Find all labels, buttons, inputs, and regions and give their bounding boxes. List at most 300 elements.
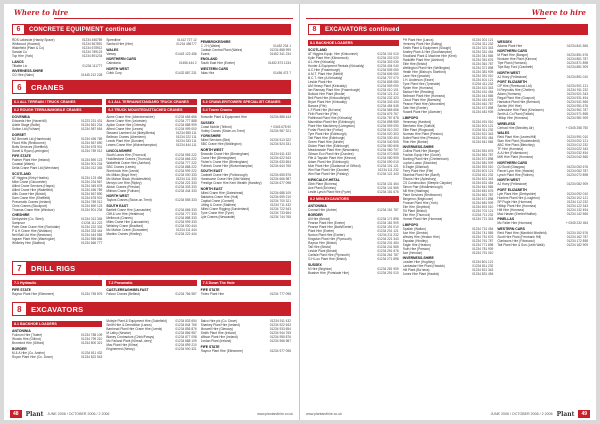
phone-number: 01234 707 070 <box>377 76 399 80</box>
company-listing <box>12 149 102 153</box>
region-heading: BORDER <box>308 213 323 217</box>
phone-number: 01234 777 098 <box>269 292 291 296</box>
section-number: 7 <box>12 261 27 275</box>
phone-number: 01234 871 898 <box>566 61 589 65</box>
phone-number: 01234 766 987 <box>175 292 197 296</box>
company-name: ABC Hire Plant (Bletchley) <box>497 143 535 147</box>
company-listing <box>106 42 196 46</box>
region-heading: YORKSHIRE <box>200 134 221 138</box>
company-name: Aylton Crane Hire (Grimsby) <box>106 123 147 127</box>
phone-number: 01234 700 321 <box>269 198 291 203</box>
phone-number: 01234 331 454 <box>472 50 494 54</box>
region-heading: WESSEX <box>497 39 512 44</box>
company-name: Cloud Plant Hire (Barnsley) <box>402 98 442 102</box>
company-listing <box>106 347 196 351</box>
phone-number: 01234 032 454 <box>566 151 589 155</box>
company-listing <box>201 292 291 296</box>
company-name: Radcliffe Plant Hire (Ashford) <box>402 58 444 62</box>
phone-number: 01234 040 505 <box>377 140 399 144</box>
phone-number: 01234 921 343 <box>566 92 589 96</box>
phone-number: 01234 890 123 <box>81 158 103 162</box>
phone-number: 01234 131 454 <box>377 181 399 186</box>
region-heading: ENGLAND <box>200 57 218 61</box>
listing-column <box>201 278 291 300</box>
section-title: EXCAVATORS <box>31 304 84 314</box>
company-name: G.H.Lou Plant Hire (Bristol) <box>308 257 347 261</box>
company-name: Fife & Tayside Plant Hire (Kinross) <box>308 156 357 160</box>
company-name: Akme Crane Hire (Leicester) <box>106 119 147 123</box>
company-name: Pearce Plant Hire (Worcester) <box>402 102 446 106</box>
website-url: www.plantandhire.co.uk <box>306 412 342 416</box>
region-heading: LIMPOPO <box>402 115 419 120</box>
phone-number: 01234 833 654 <box>175 319 197 323</box>
company-listing <box>403 140 494 144</box>
company-name: Royce Plant Hire (Co. Down) <box>12 354 53 359</box>
phone-number: 01234 722 543 <box>269 206 291 211</box>
region-heading: SCOTLAND <box>308 48 327 52</box>
company-name: Tyre Plant Hire (Edinburgh) <box>308 132 347 136</box>
company-name: Derbyshire (Co. Steel) <box>12 217 44 221</box>
company-name: Cribb Corp <box>106 70 122 75</box>
phone-number: + 0345 678 90 <box>270 124 291 129</box>
phone-number: 01234 012 232 <box>566 143 589 147</box>
category-subheading: 7.1 Hydraulic <box>12 280 102 286</box>
phone-number: 01234 121 212 <box>377 92 399 96</box>
category-subheading: 6.4 Tower Cranes <box>201 107 291 113</box>
region-heading: WESTERN CARS <box>200 66 229 71</box>
listing-column <box>497 38 588 402</box>
phone-number: 01234 142 565 <box>566 211 589 216</box>
phone-number: 01234 933 654 <box>269 327 291 331</box>
company-name: J.H. Anderson (Essex) <box>402 78 435 82</box>
company-name: CS Construction (Steeple Claydon) <box>402 181 453 185</box>
region-heading: ANTONINIA <box>12 329 31 333</box>
company-name: Reid Plant Hire (Lewes/Hill) <box>497 135 537 139</box>
phone-number: 01234 808 080 <box>377 80 399 84</box>
region-heading: WIRELESS <box>497 121 516 126</box>
region-heading: NORTH WEST <box>106 66 130 71</box>
header-rule <box>54 18 293 19</box>
phone-number: 01234 202 020 <box>377 56 399 60</box>
phone-number: 01234 501 121 <box>472 123 494 128</box>
company-name: Wesley Hire (Heaton Hire) <box>402 234 440 239</box>
phone-number: 01234 631 454 <box>472 181 494 185</box>
region-heading: SCOTLAND <box>12 171 31 176</box>
phone-number: 01234 042 565 <box>566 155 589 159</box>
phone-number: 01234 222 333 <box>81 225 103 229</box>
phone-number: 01234 781 909 <box>472 246 494 251</box>
company-name: Jones Hire Plant (Hawick) <box>402 272 440 276</box>
issue-date: JUNE 2006 / OCTOBER 2006 / 2 2006 <box>47 412 110 416</box>
phone-number: 01234 744 765 <box>269 214 291 219</box>
company-listing <box>497 116 588 120</box>
phone-number: 01234 020 303 <box>377 132 399 136</box>
company-name: Mc Farland Plant (Kilrea/L.derry) <box>106 339 153 343</box>
region-heading: FIFE STATE <box>200 288 220 292</box>
page-header <box>4 4 299 22</box>
company-name: Tiltable Ltd <box>12 63 28 68</box>
company-name: Pearse Plant Hire (Bath/Exeter) <box>308 225 353 229</box>
company-name: Baldwins Crane Hire (Hull) <box>200 194 239 199</box>
phone-number: 01234 788 109 <box>81 333 103 337</box>
company-name: Elm Hire (Deptford) <box>402 205 431 209</box>
company-name: Sanel & Ryan (Lymington) <box>12 148 50 153</box>
region-heading: LANCS <box>12 59 24 64</box>
company-listing <box>497 221 588 225</box>
company-listing <box>201 181 291 185</box>
company-name: Crane Hire (Birmingham) <box>200 155 237 160</box>
category-subheading: 7.3 Down The Hole <box>201 280 291 286</box>
phone-number: 01234 092 010 <box>566 191 589 196</box>
section-number: 6 <box>12 24 25 35</box>
listing-column <box>12 319 102 397</box>
company-name: Fisher's Crane Hire (Birmingham) <box>200 159 249 164</box>
region-heading: NORTH WEST <box>200 147 224 152</box>
phone-number: 01234 731 454 <box>472 226 494 231</box>
phone-number: 01234 755 876 <box>81 292 103 296</box>
region-heading: PEMBROKESHIRE <box>200 39 231 44</box>
company-name: Barrhead Plant Hire Crane Hire (Leeds) <box>106 327 163 331</box>
phone-number: 01412 727 12 <box>177 38 197 42</box>
region-heading: INVERNESS-SHIRE <box>402 256 434 260</box>
company-name: Thomas Crane Hire (Windsor) <box>12 207 55 212</box>
company-name: Mubyle Plant & Equipment Hire (Dukefield) <box>106 319 167 323</box>
region-heading: PINELLAS <box>497 217 515 221</box>
company-name: AJ Hoey (Felixstowe) <box>497 74 528 79</box>
header-rule <box>306 18 546 19</box>
company-name: Adam (Hornsea) <box>497 92 521 96</box>
company-listing <box>308 190 399 194</box>
company-name: AM Heavy Plant (Kirkcaldy) <box>308 84 347 88</box>
phone-number: 01234 141 565 <box>377 185 399 190</box>
phone-number: 01234 456789 <box>81 38 103 42</box>
region-heading: DOVENBIA <box>12 115 30 119</box>
phone-number: 01234 789 012 <box>81 199 103 204</box>
company-name: Tipe Plant (Hornsea) <box>497 61 527 65</box>
phone-number: 01234 301 121 <box>472 38 494 42</box>
phone-number: 01234 132 454 <box>566 207 589 212</box>
company-name: Reid Plant Hire (Manifold Mbsfield) <box>497 230 547 235</box>
region-heading: CHESHIRE <box>12 213 30 217</box>
company-name: MW Hire Plant (Hornsea) <box>497 155 533 159</box>
company-listing <box>308 257 399 261</box>
company-name: Elite Plant (Ringwood) <box>402 127 435 132</box>
company-name: Allied Crane Rigging (Sunderland) <box>200 206 250 211</box>
company-listing <box>497 243 588 247</box>
phone-number: 01234 900 321 <box>175 347 197 351</box>
phone-number: 01234 404 040 <box>377 64 399 68</box>
company-name: A.A.Hire (Folkestone) <box>497 151 528 155</box>
company-name: Mac Haster (Exeter/Halifax) <box>497 211 537 216</box>
company-listing <box>201 142 291 146</box>
phone-number: 01234 201 121 <box>377 229 399 233</box>
company-name: Gibb Plant (Bo'ness) <box>308 181 338 186</box>
phone-number: 01234 361 787 <box>472 62 494 66</box>
phone-number: 01234 644 765 <box>269 163 291 168</box>
company-listing <box>497 155 588 159</box>
phone-number: 01234 606 060 <box>377 72 399 76</box>
phone-number: 01234 941 565 <box>566 100 589 104</box>
company-name: Bolts Services (Sheffield) <box>12 144 48 149</box>
region-heading: WESTERN CARS <box>497 226 525 231</box>
region-heading: ANTONINIA <box>308 203 327 208</box>
company-name: Sandal Co <box>12 50 27 54</box>
company-listing <box>497 173 588 177</box>
company-name: TF Hire (Hornsea) <box>497 147 524 151</box>
company-name: Welshey Crane (Bradford) <box>106 223 144 228</box>
phone-number: 01234 888 222 <box>175 164 197 169</box>
listing-column <box>403 38 494 402</box>
section-banner-drill-rigs <box>12 261 291 275</box>
phone-number: 01234 030 404 <box>377 136 399 140</box>
company-name: Engineered (Newry) <box>106 347 135 351</box>
company-name: Sharkey Plant Hire (Ireland) <box>200 323 240 327</box>
company-name: PH Plant Hire (Lancs) <box>402 38 434 42</box>
company-listing <box>12 73 102 77</box>
region-heading: PORT ELIZABETH <box>497 80 527 84</box>
website-url: www.plantandhire.co.uk <box>257 412 293 416</box>
phone-number: 01234 951 676 <box>566 104 589 108</box>
company-name: Miles Crane Hire (Lancashire) <box>106 219 149 224</box>
company-name: Kylie Plant Hire (Kilmarnock) <box>308 56 349 60</box>
company-name: Norton Plant Hire (Exeter) <box>308 233 345 237</box>
page-number: 48 <box>10 410 22 418</box>
company-name: Tait Plant Hire (Edinburgh) <box>308 136 346 140</box>
company-name: Collins Plant Hire (Bangor) <box>402 149 441 153</box>
phone-number: 01234 060 707 <box>377 148 399 152</box>
company-name: Chris Cranes (Stockport) <box>12 203 48 208</box>
phone-number: 01234 191 010 <box>377 225 399 229</box>
company-name: M Hire (Brighton) <box>308 266 333 271</box>
phone-number: 01234 987 654 <box>81 127 103 131</box>
phone-number: 01234 101 121 <box>377 164 399 168</box>
phone-number: 01234 341 565 <box>472 54 494 58</box>
section-title: EXCAVATORS continued <box>325 26 400 33</box>
company-name: Mc Faller Hire (Hornsea) <box>497 221 533 225</box>
phone-number: 01234 733 654 <box>269 210 291 215</box>
company-name: Bartlett Crane Hire (Lancashire) <box>106 207 152 212</box>
phone-number: 01234 831 454 <box>472 272 494 276</box>
company-name: Whiteley Hire (Stafford) <box>12 241 46 245</box>
phone-number: 01234 281 909 <box>377 266 399 271</box>
phone-number: 01234 688 109 <box>269 190 291 195</box>
region-heading: FIFE STATE <box>200 344 220 349</box>
company-name: Leslie Lynch Plant Hire (Fyvie) <box>308 189 352 194</box>
category-subheading: 8.1 BACKHOE LOADERS <box>308 40 399 46</box>
company-name: Ace (Hendon) <box>402 250 423 255</box>
company-listing <box>308 208 399 212</box>
phone-number: 01234 152 676 <box>566 230 589 235</box>
company-listing <box>106 232 196 236</box>
company-name: SBC Crane Hire (Bridlington) <box>200 142 242 146</box>
section-banner-concrete <box>12 24 291 35</box>
company-name: Allied Crane Hire (Gateshead) <box>200 190 244 195</box>
magazine-logo: Plant <box>25 410 44 418</box>
phone-number: 01234 555 666 <box>81 237 103 241</box>
phone-number: 01234 841 565 <box>566 43 589 48</box>
section-banner-excavators <box>12 302 291 316</box>
company-listing <box>106 198 196 202</box>
company-name: A.M.T. Plant Hire (Methil) <box>308 72 344 76</box>
phone-number: 01234 961 787 <box>566 108 589 112</box>
phone-number: 01234 901 234 <box>81 207 103 212</box>
phone-number: 01234 062 787 <box>566 168 589 173</box>
phone-number: 01234 811 232 <box>472 264 494 268</box>
company-name: Falcon Cranes (Belfast) <box>106 292 140 296</box>
region-heading: CASTLEREAGH/BELFAST <box>106 288 149 292</box>
company-listing <box>497 126 588 130</box>
company-listing <box>12 292 102 296</box>
company-listing <box>106 52 196 56</box>
phone-number: 01234 345 678 <box>81 183 103 188</box>
phone-number: 01234 888 444 <box>269 115 291 119</box>
company-name: Cerbad Hire (Brindley Air) <box>497 125 534 130</box>
phone-number: 01234 222 444 <box>175 231 197 236</box>
phone-number: 01234 451 676 <box>472 98 494 102</box>
phone-number: 01234 531 454 <box>472 135 494 140</box>
region-heading: LINCOLNSHIRE <box>106 148 132 153</box>
company-name: Ace Plant (Bo'ness) <box>308 185 336 190</box>
category-subheading: 6.3 CRAWLER/TOWER/ SPECIALIST CRANES <box>201 99 291 105</box>
phone-number: 01234 182 909 <box>566 242 589 247</box>
phone-number: 01234 678 901 <box>81 195 103 200</box>
company-name: Sutton Ltd (Fulham) <box>12 127 41 131</box>
page-number: 49 <box>578 410 590 418</box>
magazine-spread <box>4 4 596 420</box>
company-name: Ruwell Plant Hire (Alcester) <box>402 110 442 114</box>
phone-number: 01234 456 789 <box>81 136 103 141</box>
company-name: Ryder Hire (Hornsea) <box>402 86 433 90</box>
phone-number: 01234 721 343 <box>472 217 494 221</box>
phone-number: 01234 861 787 <box>566 57 589 61</box>
company-name: L.F.Plant Hire (Bo'ness) <box>308 108 342 112</box>
phone-number: 01234 513 322 <box>269 138 291 142</box>
phone-number: 01234 461 787 <box>472 102 494 106</box>
phone-number: 01234 456 789 <box>81 187 103 192</box>
phone-number: 01234 676 767 <box>377 112 399 116</box>
listing-column <box>12 38 102 78</box>
phone-number: 01234 922 543 <box>269 323 291 327</box>
phone-number: 01234 444 555 <box>81 233 103 237</box>
phone-number: 01234 211 232 <box>377 233 399 237</box>
listing-column <box>12 97 102 259</box>
company-name: Steward Lambert Ltd (Ilkley/Berks) <box>106 131 156 135</box>
phone-number: 01234 456777 <box>176 42 197 46</box>
company-name: Smith Hire & Demolition (Lancs) <box>106 323 152 327</box>
company-listing <box>12 241 102 245</box>
company-name: Capital Crane (Consett) <box>200 198 235 203</box>
region-heading: SUSSEX <box>200 120 215 125</box>
phone-number: 01234 321 343 <box>472 46 494 50</box>
company-listing <box>106 292 196 296</box>
company-name: Palm Gear Crane Hire (Rochdale) <box>12 225 61 229</box>
company-name: N Reynolds Hire (Chelten) <box>497 88 535 92</box>
phone-number: 01234 102 121 <box>566 195 589 200</box>
company-name: Espalan (Hindley) <box>402 238 428 243</box>
company-name: C J H (Wales) <box>200 43 221 48</box>
phone-number: 01234 567 890 <box>81 140 103 145</box>
company-listing <box>201 52 291 56</box>
right-page <box>300 4 596 420</box>
phone-number: 01234 333 111 <box>175 139 197 143</box>
company-name: Milman Crane (Fulham) <box>106 188 140 193</box>
phone-number: 01234 789 012 <box>81 148 103 153</box>
company-name: Bullock Hire Plant (Brodie) <box>308 92 346 96</box>
phone-number: 01234 666 777 <box>81 241 103 245</box>
phone-number: 01234 666 987 <box>269 177 291 181</box>
phone-number: 01234 333 444 <box>81 229 103 233</box>
phone-number: 01234 811 432 <box>81 350 103 355</box>
company-name: Bryce Plant Hire (Kirkcaldy) <box>308 100 347 104</box>
phone-number: 01234 343 434 <box>377 100 399 104</box>
phone-number: 01234 787 878 <box>377 116 399 120</box>
drill-listings <box>4 278 299 300</box>
company-name: Rhin Hire (Burton) <box>402 139 429 144</box>
company-name: Horner Plant Hire (Hornsea) <box>402 217 443 221</box>
phone-number: 01234 822 543 <box>81 354 103 359</box>
phone-number: 01234 855 876 <box>175 327 197 331</box>
company-name: P & H Crane Hire (Wollaton) <box>12 229 52 233</box>
company-name: Lewes Crane Hire (Wolverhampton) <box>106 143 158 147</box>
phone-number: 01234 541 565 <box>472 139 494 144</box>
phone-number: 01234 122 343 <box>566 203 589 208</box>
region-heading: NORTHERN CARS <box>106 57 137 61</box>
company-name: Adele Stage (Bollin) <box>12 123 41 127</box>
phone-number: 01234 333 333 <box>175 184 197 189</box>
company-name: NZ Bennett Ltd (Hambrook) <box>12 136 52 141</box>
company-name: Martins Cranes (Hindley) <box>106 231 142 236</box>
company-name: Macmillan Plant Hire (Edinburgh) <box>308 120 355 124</box>
company-name: Barlow Hire (Reading) <box>402 90 435 94</box>
company-name: Snodland Plant & Machine Hire (Kent) <box>402 54 457 58</box>
company-name: Simon Parr (Middlesbrough) <box>402 185 443 189</box>
company-name: Mc Mahon Black (Huddersfield) <box>106 176 151 181</box>
region-heading: NORTHERN CARS <box>497 49 528 53</box>
company-name: Sherbrook Hire (Leeds) <box>106 168 140 173</box>
phone-number: 01234 303 030 <box>377 60 399 64</box>
listing-column <box>106 319 196 397</box>
phone-number: 01234 291 010 <box>377 270 399 275</box>
phone-number: 01234 221 343 <box>377 237 399 241</box>
company-listing <box>201 61 291 65</box>
company-name: Wakefield (Plant & Co) <box>12 46 45 50</box>
company-name: Sachin (Hiri Hire) <box>497 104 522 108</box>
phone-number: 01234 555 222 <box>175 152 197 157</box>
company-name: Edwards Hire (Haverhill) <box>12 119 47 123</box>
phone-number: 01234 311 232 <box>472 42 494 46</box>
company-name: Lyle Plant Hire (Derbyshire) <box>497 191 537 196</box>
section-number: 6 <box>12 80 27 94</box>
company-name: Hilltop Plant Hire (Hornsea) <box>497 203 537 208</box>
company-name: All Hire (Bristol) <box>308 217 331 221</box>
phone-number: 01234 151 676 <box>377 189 399 194</box>
company-name: Coastal (Wales) <box>12 162 35 166</box>
phone-number: 01234 777 888 <box>175 119 197 123</box>
phone-number: 01234 261 787 <box>377 253 399 257</box>
company-name: Lankastar Hire Plant (Hawick) <box>402 264 445 268</box>
region-heading: SOUTH EAST <box>106 203 129 208</box>
company-name: Ingram Plant Hire (Warrington) <box>12 237 56 241</box>
company-name: Taylors Cranes (Stoke-on-Trent) <box>106 198 152 202</box>
company-name: Hilltop Hire (Hornsea) <box>497 116 528 120</box>
company-name: Hennessy (Hanford) <box>402 119 432 124</box>
company-name: Lupton Lasso (Stockton) <box>402 161 438 165</box>
listing-column <box>106 38 196 78</box>
company-name: Gibson Eco Plant Hire (Dundee) <box>308 152 354 156</box>
phone-number: 01234 799 210 <box>81 337 103 341</box>
company-name: Bellman Cranes (Aberdeen) <box>106 135 146 139</box>
company-name: Eagle Hire (Heaton) <box>402 242 431 247</box>
